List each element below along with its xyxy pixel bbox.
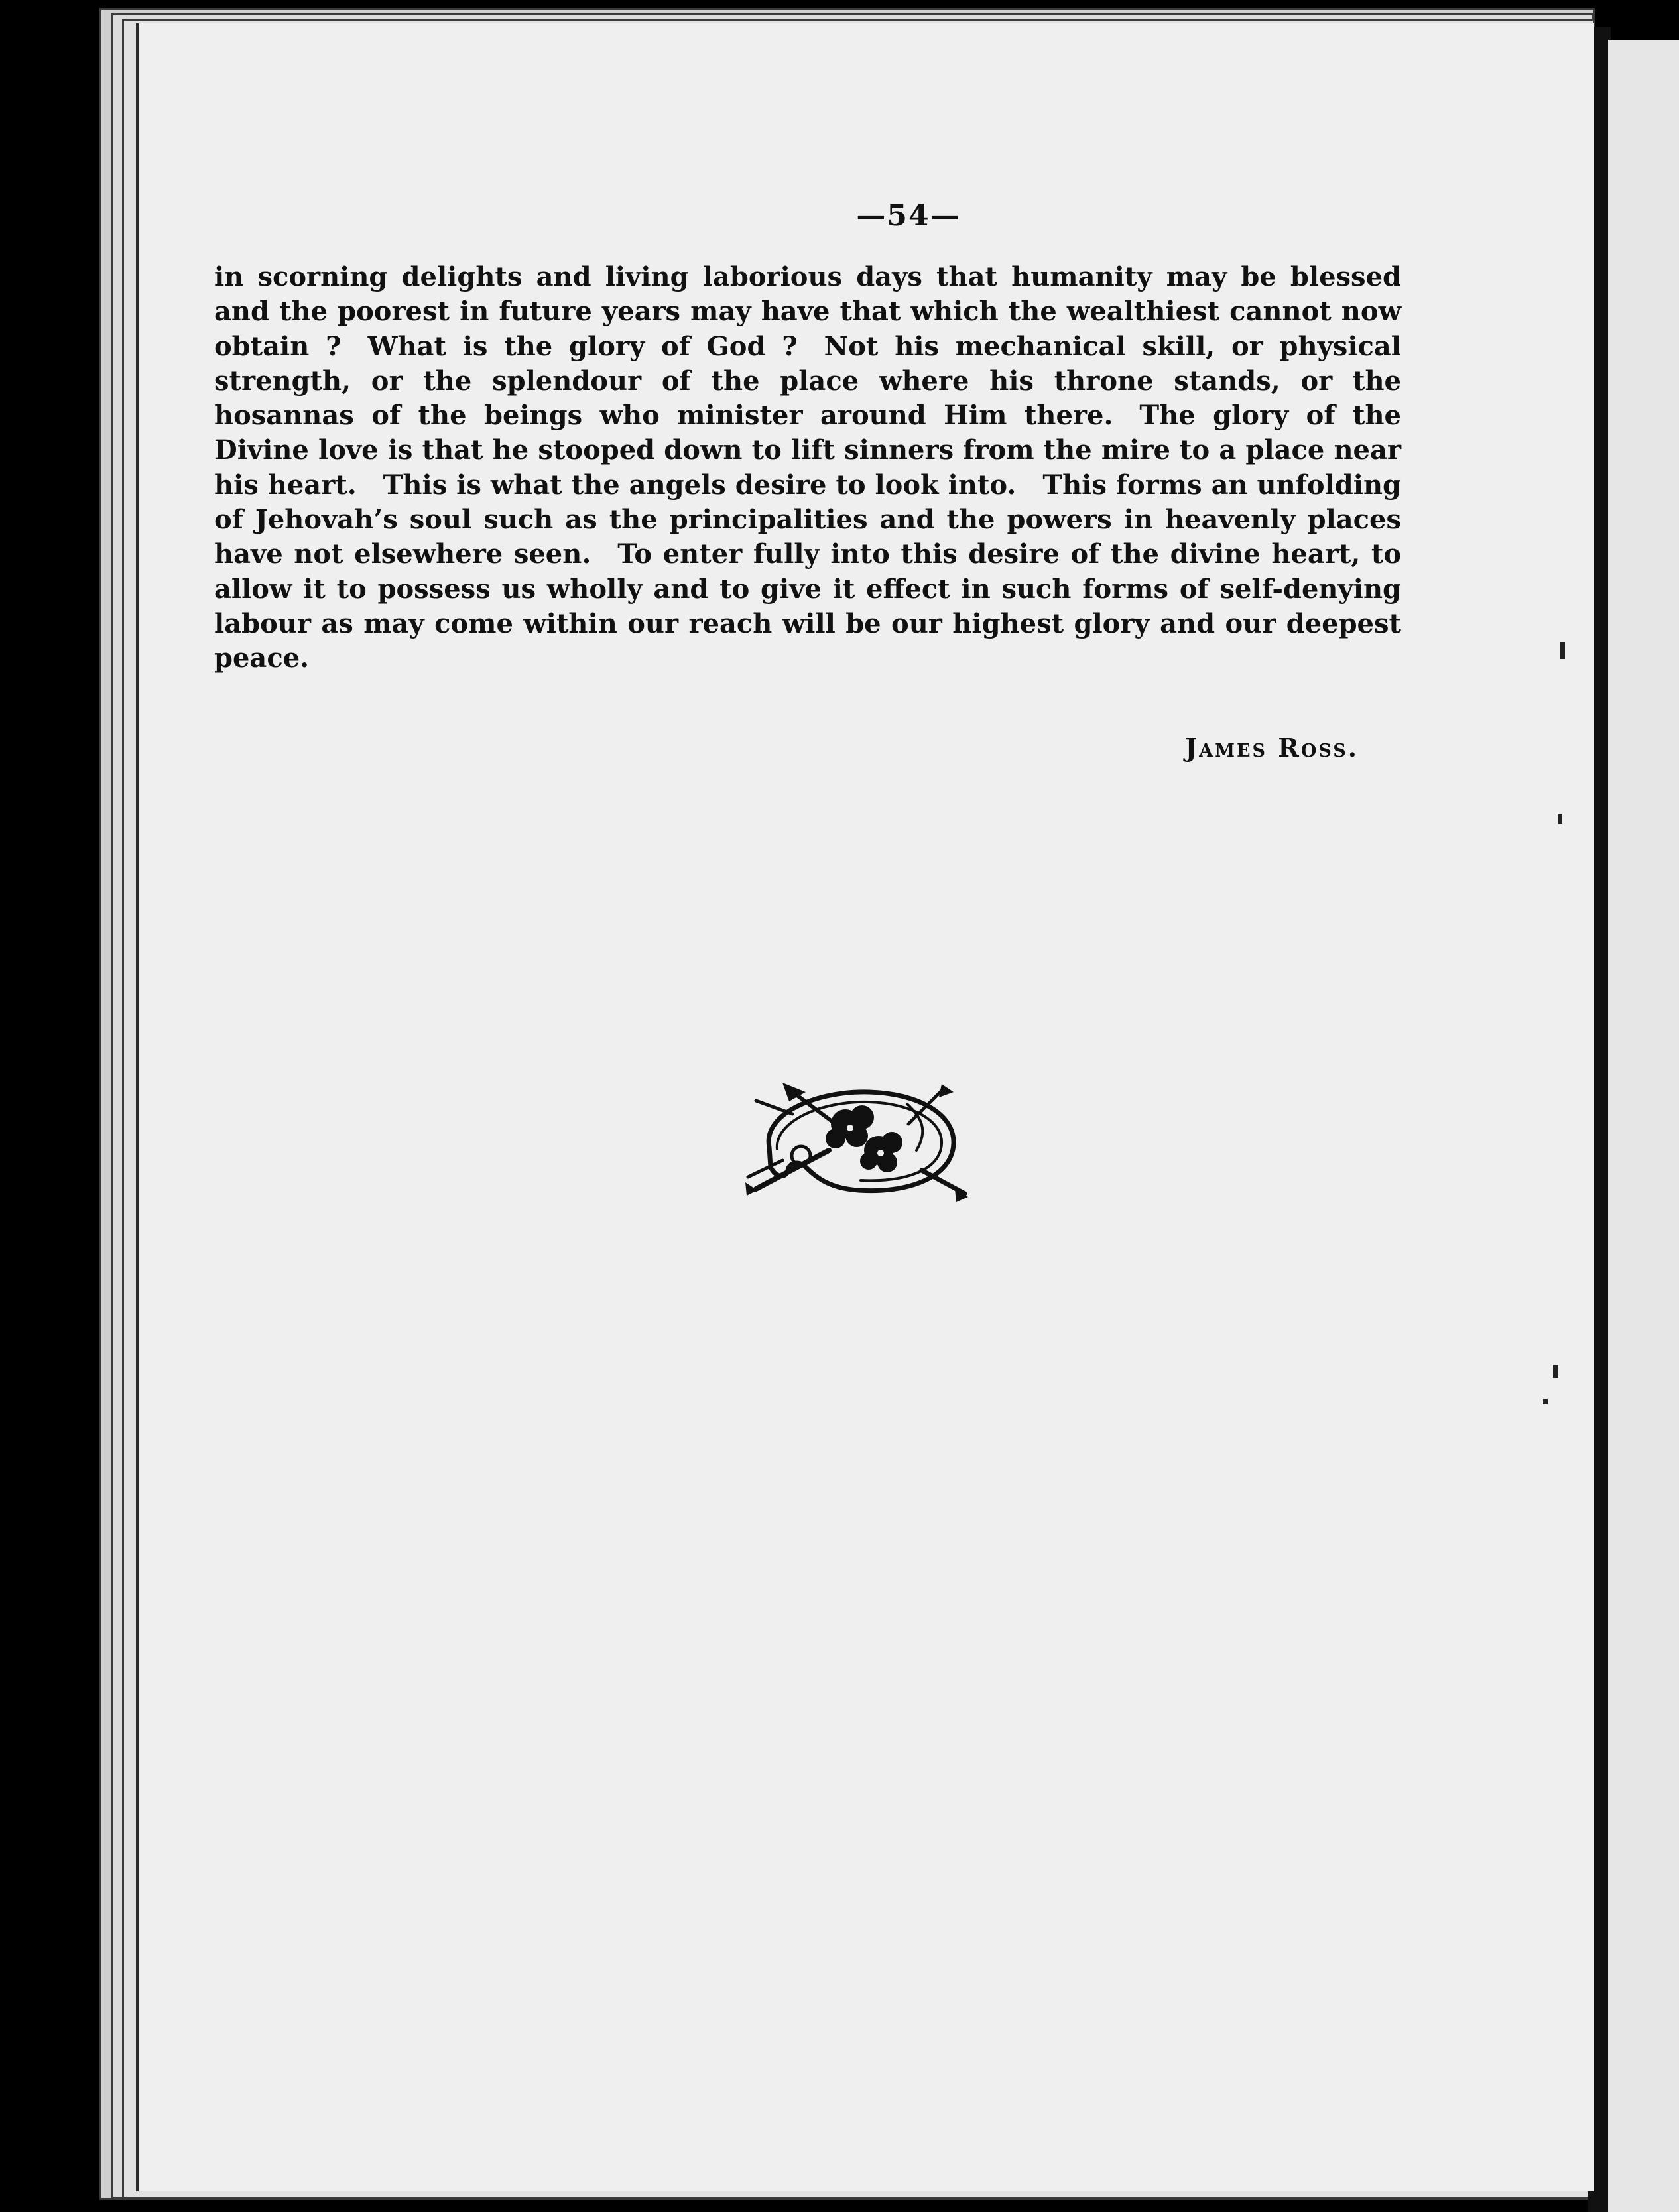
body-paragraph: in scorning delights and living laborious days that humanity may be blessed and the poorest in future years may have that which the wealthiest cannot now obtain ? What is the glory of God ? Not his mechanical skill, or physical strength, or the splendour of the place where his throne stands, or the hosannas of the beings who minister around Him there. The glory of the Divine love is that he stooped down to lift sinners from the mire to a place near his heart. This is what the angels desire to look into. This forms an unfolding of Jehovah’s soul such as the principalities and the powers in heavenly places have not elsewhere seen. To enter fully into this desire of the divine heart, to allow it to possess us wholly and to give it effect in such forms of self-denying labour as may come within our reach will be our highest glory and our deepest peace. — [214, 261, 1401, 674]
scan-speck — [1558, 814, 1562, 824]
scan-speck — [1553, 1365, 1558, 1378]
scan-speck — [1560, 642, 1565, 659]
author-signature: James Ross. — [1185, 733, 1359, 763]
floral-palette-ornament-icon — [743, 1077, 968, 1207]
facing-page-edge — [1608, 40, 1679, 2212]
page-number: —54— — [856, 199, 961, 233]
scan-speck — [1543, 1399, 1548, 1404]
